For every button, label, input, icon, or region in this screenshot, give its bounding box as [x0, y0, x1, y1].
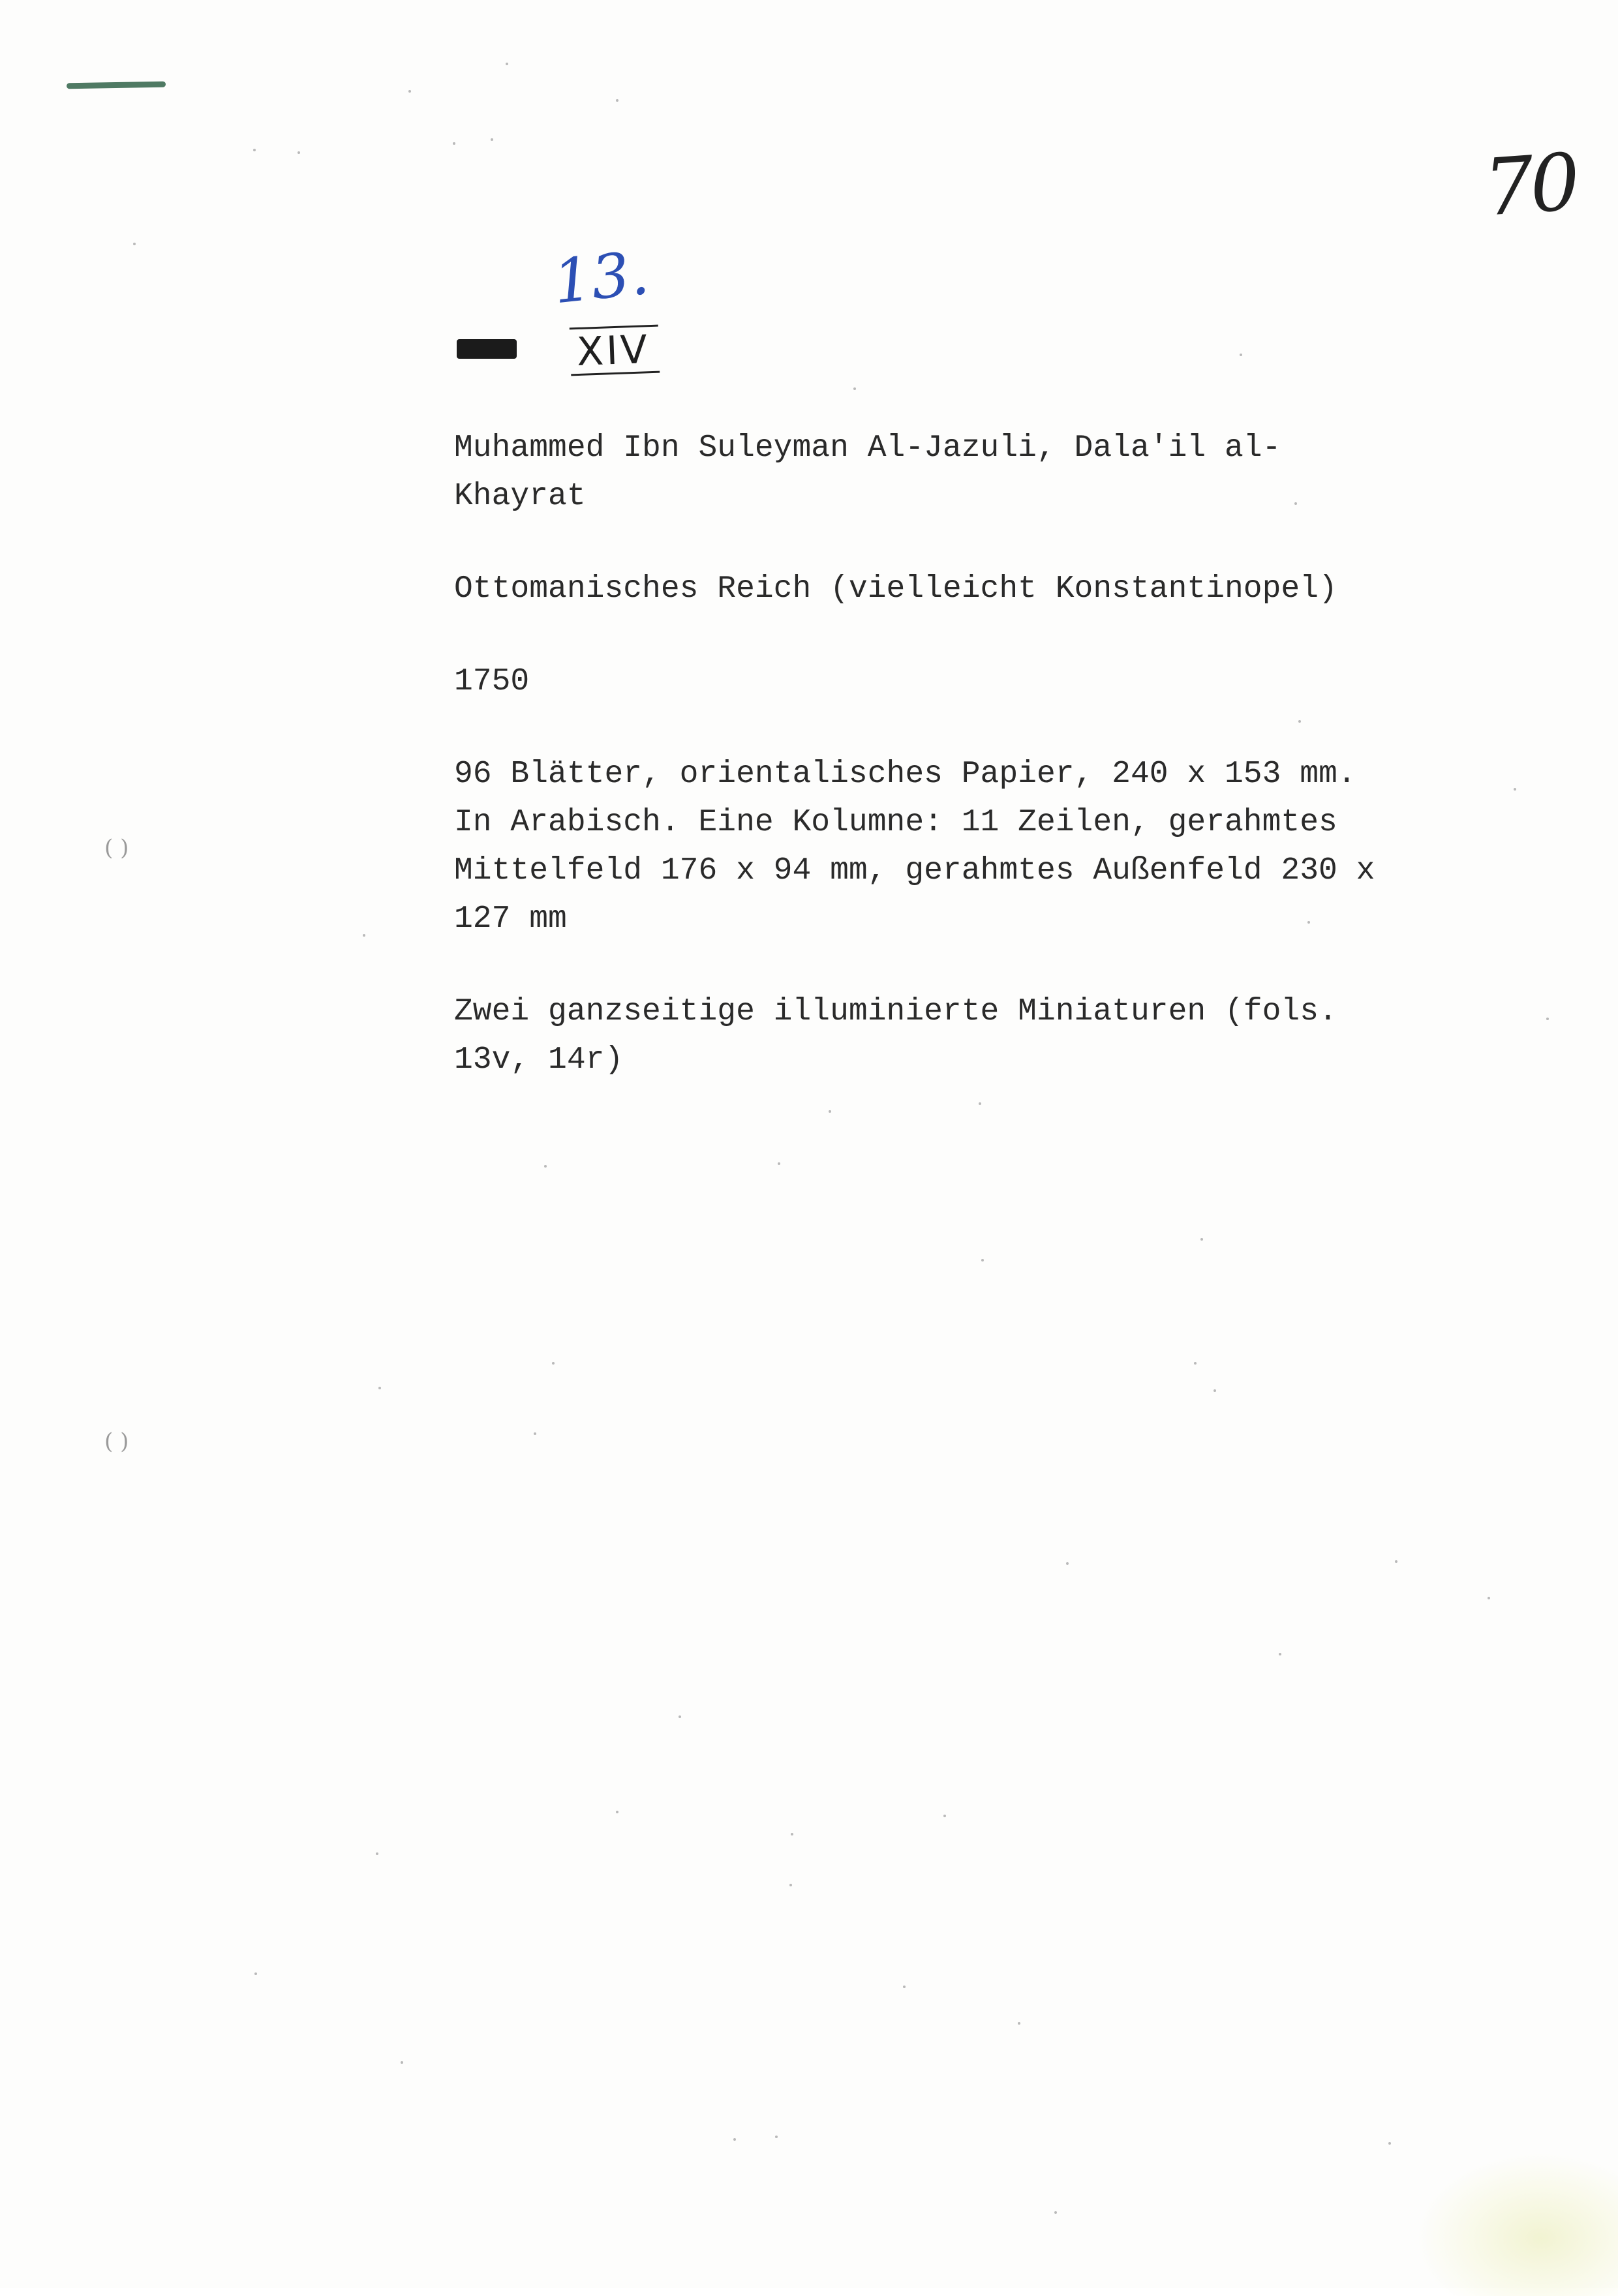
speck	[1388, 2142, 1391, 2145]
speck	[679, 1715, 681, 1718]
speck	[298, 151, 300, 154]
speck	[453, 142, 455, 145]
speck	[363, 934, 365, 937]
speck	[133, 243, 136, 245]
entry-origin-text: Ottomanisches Reich (vielleicht Konstantinopel)	[454, 571, 1337, 607]
speck	[544, 1165, 547, 1168]
folio-number: 70	[1481, 137, 1580, 234]
speck	[616, 1811, 618, 1813]
entry-date-text: 1750	[454, 664, 530, 699]
speck	[853, 387, 856, 390]
speck	[401, 2061, 403, 2064]
speck	[376, 1852, 378, 1855]
entry-description-line: In Arabisch. Eine Kolumne: 11 Zeilen, gerahmtes	[454, 805, 1337, 840]
entry-date	[454, 657, 1472, 706]
entry-origin	[454, 565, 1472, 613]
speck	[408, 90, 411, 93]
green-marker-stroke	[67, 82, 166, 89]
speck	[1054, 2211, 1057, 2214]
speck	[616, 99, 618, 102]
speck	[1546, 1018, 1549, 1020]
speck	[534, 1432, 536, 1435]
redaction-mark	[457, 339, 517, 359]
entry-miniatures-line: 13v, 14r)	[454, 1042, 624, 1078]
speck	[254, 1972, 257, 1975]
speck	[1194, 1362, 1197, 1365]
catalogue-entry	[454, 424, 1472, 1128]
speck	[1514, 788, 1516, 791]
entry-miniatures	[454, 988, 1472, 1084]
entry-description-line: 127 mm	[454, 901, 567, 937]
speck	[943, 1815, 946, 1817]
speck	[1279, 1653, 1281, 1655]
punch-hole-mark: ( )	[104, 1428, 129, 1455]
entry-description	[454, 750, 1472, 943]
speck	[1395, 1560, 1397, 1563]
speck	[552, 1362, 555, 1365]
entry-description-line: Mittelfeld 176 x 94 mm, gerahmtes Außenfeld 230 x	[454, 853, 1375, 888]
speck	[1200, 1238, 1203, 1241]
punch-hole-mark: ( )	[104, 835, 129, 861]
entry-title	[454, 424, 1472, 521]
speck	[1488, 1597, 1490, 1599]
speck	[775, 2136, 778, 2138]
speck	[378, 1387, 381, 1389]
paper-stain	[1416, 2152, 1618, 2296]
speck	[981, 1259, 984, 1261]
speck	[791, 1833, 793, 1835]
speck	[253, 149, 256, 151]
shelf-note-handwritten: 13.	[549, 237, 652, 318]
entry-miniatures-line: Zwei ganzseitige illuminierte Miniaturen (fols.	[454, 994, 1337, 1029]
speck	[491, 138, 493, 141]
speck	[1018, 2022, 1020, 2025]
entry-title-line: Khayrat	[454, 479, 586, 514]
speck	[1066, 1562, 1069, 1565]
roman-numeral: XIV	[570, 325, 660, 376]
speck	[1214, 1389, 1216, 1392]
speck	[903, 1986, 906, 1988]
speck	[789, 1884, 792, 1886]
speck	[778, 1162, 780, 1165]
entry-description-line: 96 Blätter, orientalisches Papier, 240 x 153 mm.	[454, 757, 1356, 792]
speck	[1240, 354, 1242, 356]
speck	[506, 63, 508, 65]
entry-title-line: Muhammed Ibn Suleyman Al-Jazuli, Dala'il al-	[454, 430, 1281, 466]
speck	[733, 2138, 736, 2141]
